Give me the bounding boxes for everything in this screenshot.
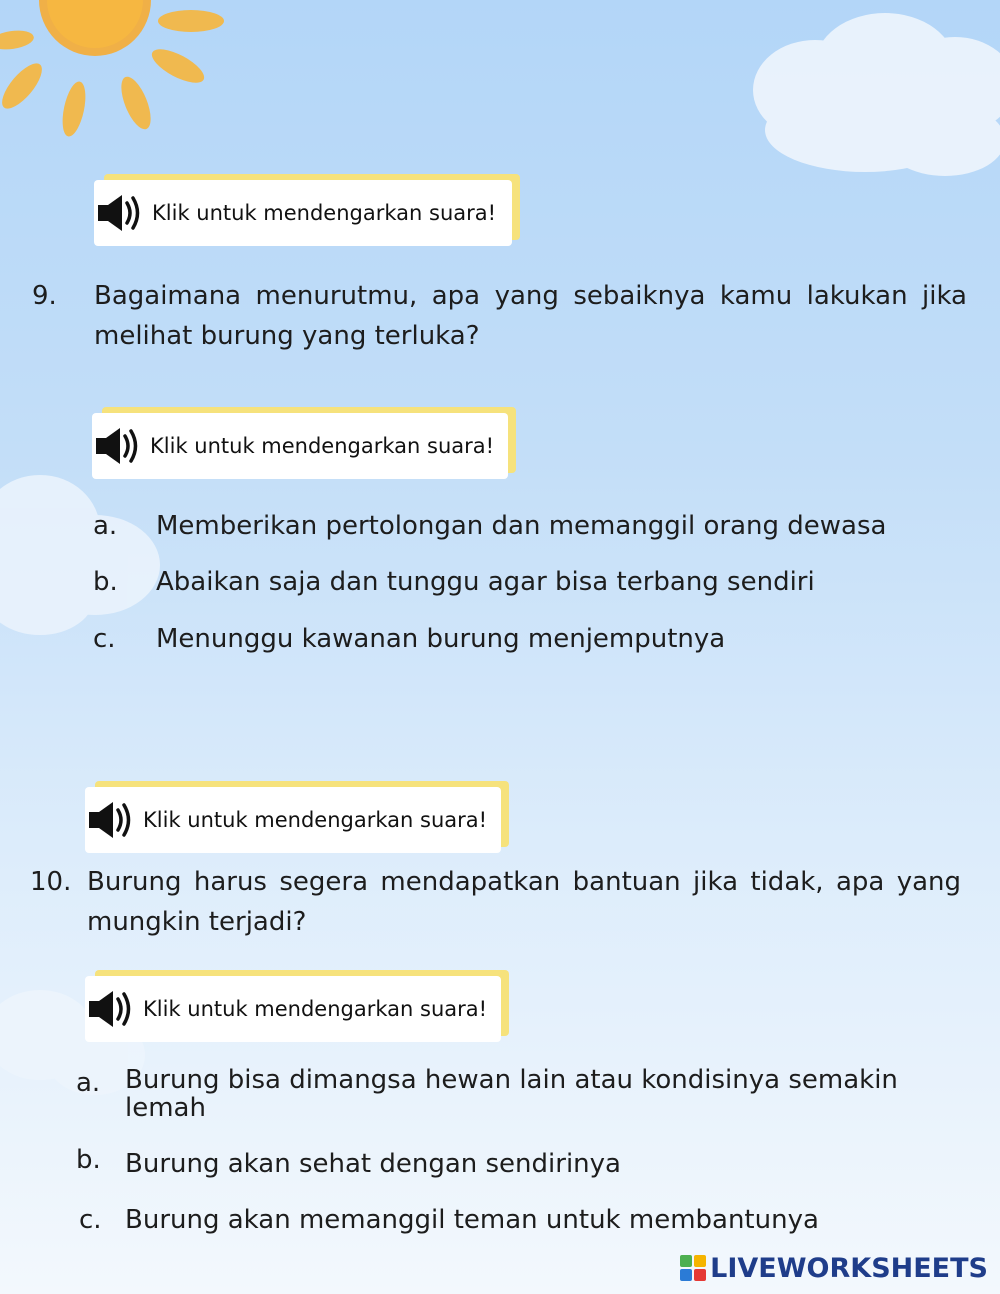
option-10a[interactable] xyxy=(76,1066,956,1124)
audio-button-question-10[interactable] xyxy=(85,787,501,853)
sun-decoration xyxy=(0,0,240,150)
audio-button-options-9[interactable] xyxy=(92,413,508,479)
option-9a[interactable] xyxy=(93,511,973,543)
option-9b[interactable] xyxy=(93,567,973,599)
speaker-icon xyxy=(87,800,135,840)
option-10c[interactable] xyxy=(76,1205,956,1237)
option-letter: a. xyxy=(93,511,118,541)
logo-grid-icon xyxy=(680,1255,706,1281)
audio-button-label: Klik untuk mendengarkan suara! xyxy=(150,434,495,458)
liveworksheets-logo xyxy=(680,1254,988,1282)
option-text: Burung bisa dimangsa hewan lain atau kondisinya semakin lemah xyxy=(125,1065,898,1123)
audio-button-options-10[interactable] xyxy=(85,976,501,1042)
question-text: Bagaimana menurutmu, apa yang sebaiknya kamu lakukan jika melihat burung yang terluka? xyxy=(94,281,967,351)
cloud-top-right xyxy=(745,10,1000,180)
audio-button-label: Klik untuk mendengarkan suara! xyxy=(143,997,488,1021)
option-text: Abaikan saja dan tunggu agar bisa terbang sendiri xyxy=(156,567,815,597)
option-10b[interactable] xyxy=(76,1145,956,1181)
audio-button-question-9[interactable] xyxy=(94,180,512,246)
option-text: Burung akan sehat dengan sendirinya xyxy=(125,1149,621,1179)
question-number: 10. xyxy=(30,867,72,897)
speaker-icon xyxy=(87,989,135,1029)
question-number: 9. xyxy=(32,281,57,311)
audio-button-label: Klik untuk mendengarkan suara! xyxy=(152,201,497,225)
question-10 xyxy=(30,862,961,944)
audio-button-label: Klik untuk mendengarkan suara! xyxy=(143,808,488,832)
option-text: Burung akan memanggil teman untuk membantunya xyxy=(125,1205,819,1235)
question-9 xyxy=(32,276,967,358)
option-9c[interactable] xyxy=(93,624,973,656)
option-letter: c. xyxy=(79,1205,102,1235)
logo-wordmark: LIVEWORKSHEETS xyxy=(710,1252,988,1284)
option-letter: a. xyxy=(76,1068,101,1098)
speaker-icon xyxy=(94,426,142,466)
option-letter: b. xyxy=(93,567,118,597)
option-letter: b. xyxy=(76,1145,101,1175)
speaker-icon xyxy=(96,193,144,233)
option-text: Memberikan pertolongan dan memanggil orang dewasa xyxy=(156,511,887,541)
question-text: Burung harus segera mendapatkan bantuan jika tidak, apa yang mungkin terjadi? xyxy=(87,867,961,937)
option-letter: c. xyxy=(93,624,116,654)
option-text: Menunggu kawanan burung menjemputnya xyxy=(156,624,726,654)
cloud-left-middle xyxy=(0,470,175,640)
